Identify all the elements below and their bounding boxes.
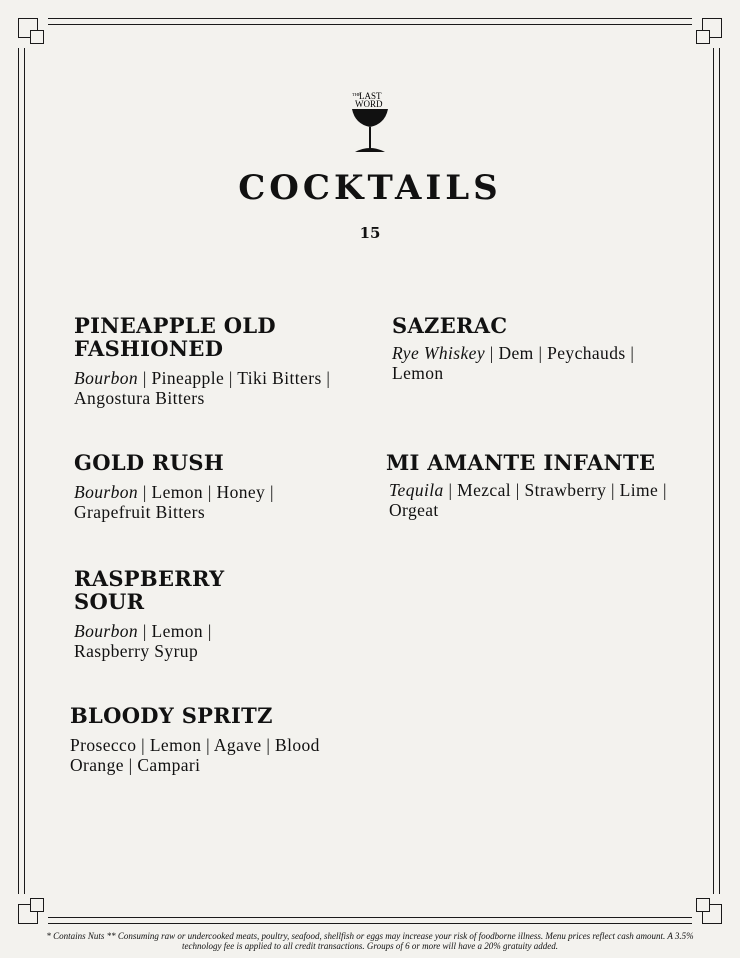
cocktail-item (74, 567, 274, 661)
corner-ornament-top-left (18, 18, 48, 48)
cocktail-name: RASPBERRY SOUR (74, 566, 225, 614)
cocktail-name: MI AMANTE INFANTE (386, 450, 656, 475)
cocktail-name: GOLD RUSH (74, 450, 224, 475)
corner-ornament-bottom-left (18, 894, 48, 924)
cocktail-name: BLOODY SPRITZ (70, 703, 273, 728)
cocktail-ingredients: Bourbon | Lemon | Raspberry Syrup (74, 621, 212, 661)
cocktail-item (74, 314, 374, 408)
cocktail-item (74, 451, 334, 522)
cocktail-item (70, 704, 370, 775)
cocktail-ingredients: Rye Whiskey | Dem | Peychauds | Lemon (392, 343, 635, 383)
cocktail-ingredients: Tequila | Mezcal | Strawberry | Lime | Orgeat (389, 480, 667, 520)
svg-text:WORD: WORD (355, 99, 383, 109)
corner-ornament-top-right (692, 18, 722, 48)
svg-text:LAST: LAST (359, 91, 382, 101)
cocktail-name: PINEAPPLE OLD FASHIONED (74, 313, 276, 361)
corner-ornament-bottom-right (692, 894, 722, 924)
menu-title: COCKTAILS (238, 168, 502, 208)
cocktail-name: SAZERAC (392, 313, 508, 338)
cocktail-ingredients: Prosecco | Lemon | Agave | Blood Orange | Campari (70, 735, 320, 775)
price-label: 15 (359, 224, 381, 242)
cocktail-ingredients: Bourbon | Pineapple | Tiki Bitters | Angostura Bitters (74, 368, 331, 408)
cocktail-item (386, 451, 676, 520)
cocktail-glass-logo (345, 88, 395, 158)
cocktail-item (392, 314, 682, 383)
menu-footnote: * Contains Nuts ** Consuming raw or undercooked meats, poultry, seafood, shellfish or eggs may increase your risk of foodborne illness. Menu prices reflect cash amount. A 3.5% technology fee is applied to all credit transactions. Groups of 6 or more will have a 20% gratuity added. (46, 931, 694, 951)
cocktail-ingredients: Bourbon | Lemon | Honey | Grapefruit Bitters (74, 482, 274, 522)
svg-text:THE: THE (352, 92, 361, 97)
